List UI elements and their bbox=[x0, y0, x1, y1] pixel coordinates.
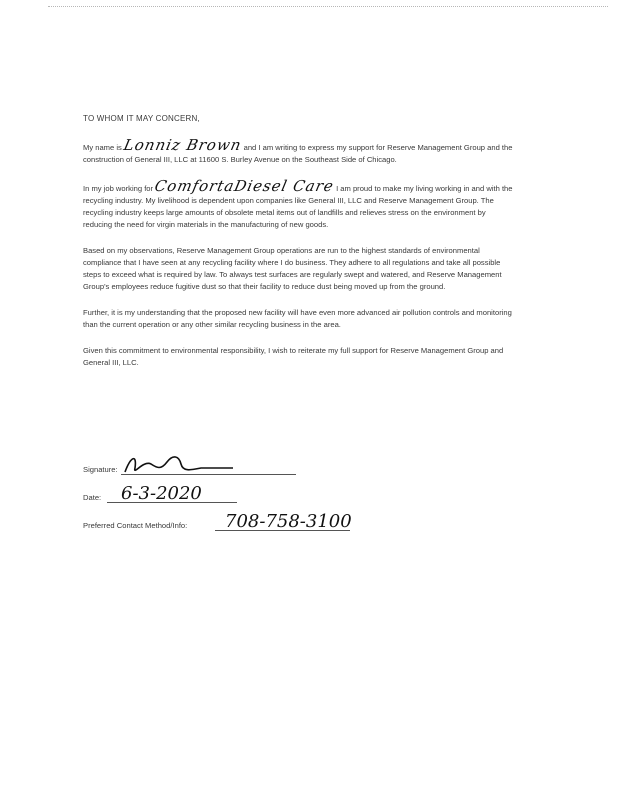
contact-row bbox=[83, 508, 403, 536]
paragraph-3: Based on my observations, Reserve Management Group operations are run to the highest standards of environmental compliance that I have seen at any recycling facility where I do business. They adhere to all regulations and take all possible steps to exceed what is required by law. To always test surfaces are regularly swept and watered, and Reserve Management Group's employees reduce fugitive dust so that their facility to reduce dust being moved up from the ground. bbox=[83, 246, 502, 291]
paragraph-5: Given this commitment to environmental responsibility, I wish to reiterate my full support for Reserve Management Group and General III, LLC. bbox=[83, 346, 504, 367]
signature-scribble-icon bbox=[121, 450, 241, 478]
letter-body bbox=[83, 113, 513, 383]
signature-row bbox=[83, 452, 403, 480]
paragraph-1 bbox=[83, 136, 513, 166]
date-value: 6-3-2020 bbox=[121, 483, 202, 504]
signature-label: Signature: bbox=[83, 465, 118, 474]
p1-prefix: My name is bbox=[83, 143, 122, 152]
date-row bbox=[83, 480, 403, 508]
handwritten-company: ComfortaDiesel Care bbox=[153, 177, 336, 195]
scan-artifact bbox=[48, 6, 608, 17]
salutation: TO WHOM IT MAY CONCERN, bbox=[83, 114, 200, 123]
contact-value: 708-758-3100 bbox=[225, 511, 352, 532]
paragraph-4: Further, it is my understanding that the proposed new facility will have even more advanced air pollution controls and monitoring than the current operation or any other similar recycling business in the area. bbox=[83, 308, 512, 329]
p2-prefix: In my job working for bbox=[83, 184, 154, 193]
signature-block bbox=[83, 452, 403, 536]
date-label: Date: bbox=[83, 493, 102, 502]
handwritten-name: Lonniz Brown bbox=[122, 136, 244, 154]
p1-text: and I am writing to express my support for Reserve Management Group and the construction of General III, LLC at 11600 S. Burley Avenue on the Southeast Side of Chicago. bbox=[83, 143, 513, 164]
p2-text: I am proud to make my living working in and with the recycling industry. My livelihood is dependent upon companies like General III, LLC and Reserve Management Group. The recycling industry keeps large amounts of obsolete metal items out of landfills and relieves stress on the environment by reducing the need for virgin materials in the manufacturing of new goods. bbox=[83, 184, 513, 229]
paragraph-2 bbox=[83, 177, 513, 231]
contact-label: Preferred Contact Method/Info: bbox=[83, 521, 188, 530]
